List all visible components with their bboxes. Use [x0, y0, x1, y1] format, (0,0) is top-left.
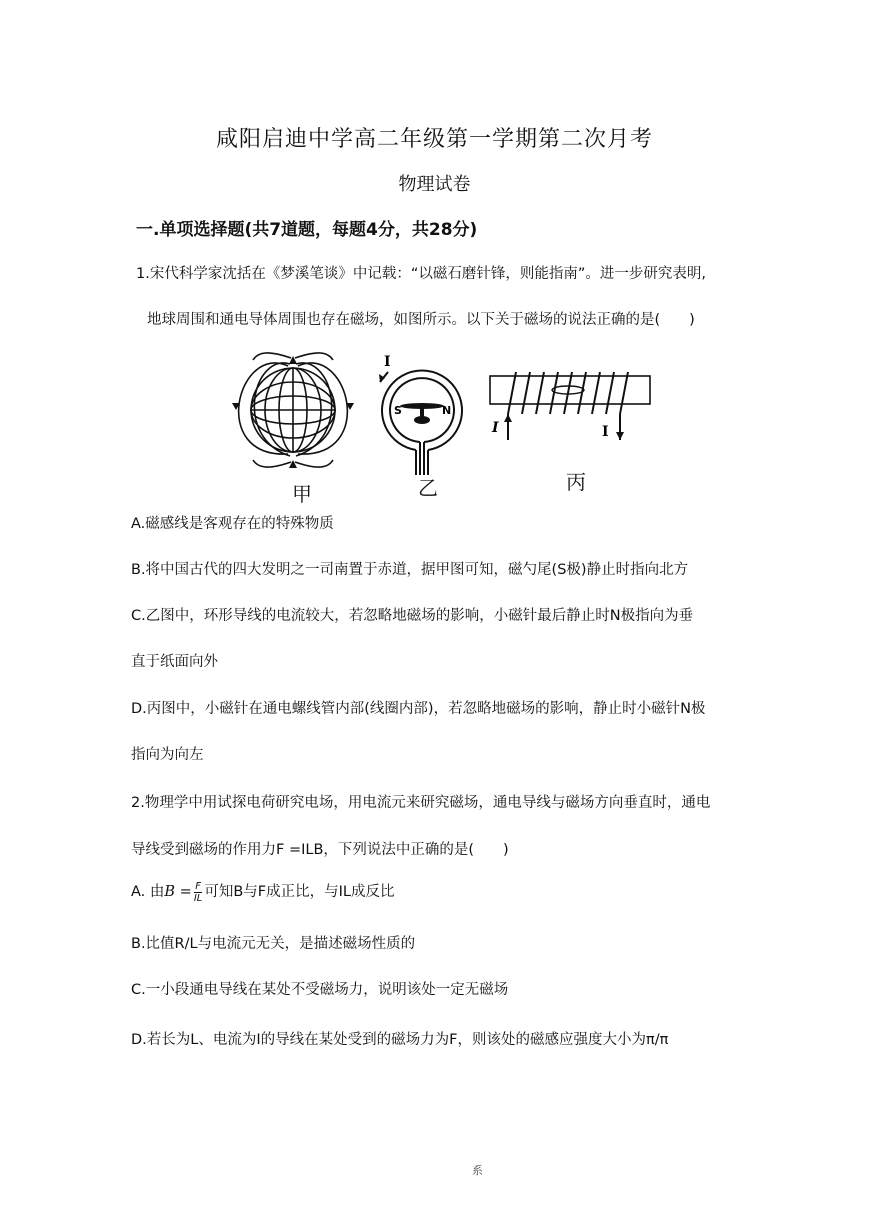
q2-option-c: C.一小段通电导线在某处不受磁场力，说明该处一定无磁场 [131, 982, 509, 998]
formula-lhs: B = [164, 884, 192, 900]
section-heading: 一.单项选择题(共7道题，每题4分，共28分) [136, 220, 478, 240]
q2-option-d: D.若长为L、电流为I的导线在某处受到的磁场力为F，则该处的磁感应强度大小为π/π [131, 1032, 669, 1048]
q1-option-b: B.将中国古代的四大发明之一司南置于赤道，据甲图可知，磁勺尾(S极)静止时指向北方 [131, 562, 689, 578]
fraction-denominator: IL [193, 892, 203, 904]
exam-title: 咸阳启迪中学高二年级第一学期第二次月考 [215, 127, 653, 152]
q2-option-a-suffix: 可知B与F成正比，与IL成反比 [204, 884, 395, 900]
footer-mark: 系 [472, 1164, 483, 1177]
figure-bing-solenoid [488, 370, 658, 450]
q1-stem-line1: 1.宋代科学家沈括在《梦溪笔谈》中记载：“以磁石磨针锋，则能指南”。进一步研究表明, [136, 266, 706, 282]
q1-option-a: A.磁感线是客观存在的特殊物质 [131, 516, 334, 532]
q1-option-d-line2: 指向为向左 [131, 747, 204, 763]
q1-option-d-line1: D.丙图中，小磁针在通电螺线管内部(线圈内部)，若忽略地磁场的影响，静止时小磁针N极 [131, 701, 706, 717]
bing-current-left: I [492, 420, 499, 436]
q1-option-c-line1: C.乙图中，环形导线的电流较大，若忽略地磁场的影响，小磁针最后静止时N极指向为垂 [131, 608, 694, 624]
figure-yi-ring-current [372, 350, 472, 480]
q2-stem-line2: 导线受到磁场的作用力F =ILB，下列说法中正确的是( ) [131, 842, 509, 858]
fraction-numerator: F [195, 880, 201, 892]
q2-option-a-prefix: A. 由 [131, 884, 165, 900]
q2-option-a [131, 880, 395, 904]
yi-s-label: S [394, 404, 402, 417]
formula-fraction [194, 881, 203, 904]
q1-option-c-line2: 直于纸面向外 [131, 654, 218, 670]
q2-option-b: B.比值R/L与电流元无关，是描述磁场性质的 [131, 936, 416, 952]
figure-label-jia: 甲 [292, 482, 312, 506]
figure-label-yi: 乙 [418, 476, 438, 500]
q2-stem-line1: 2.物理学中用试探电荷研究电场，用电流元来研究磁场，通电导线与磁场方向垂直时，通电 [131, 795, 711, 811]
yi-current-label: I [384, 354, 391, 370]
q1-stem-line2: 地球周围和通电导体周围也存在磁场，如图所示。以下关于磁场的说法正确的是( ) [147, 312, 695, 328]
figure-label-bing: 丙 [566, 470, 586, 494]
figure-jia-earth-field [228, 348, 358, 478]
bing-current-right: I [602, 424, 609, 440]
yi-n-label: N [442, 404, 452, 417]
exam-subtitle: 物理试卷 [398, 174, 471, 195]
